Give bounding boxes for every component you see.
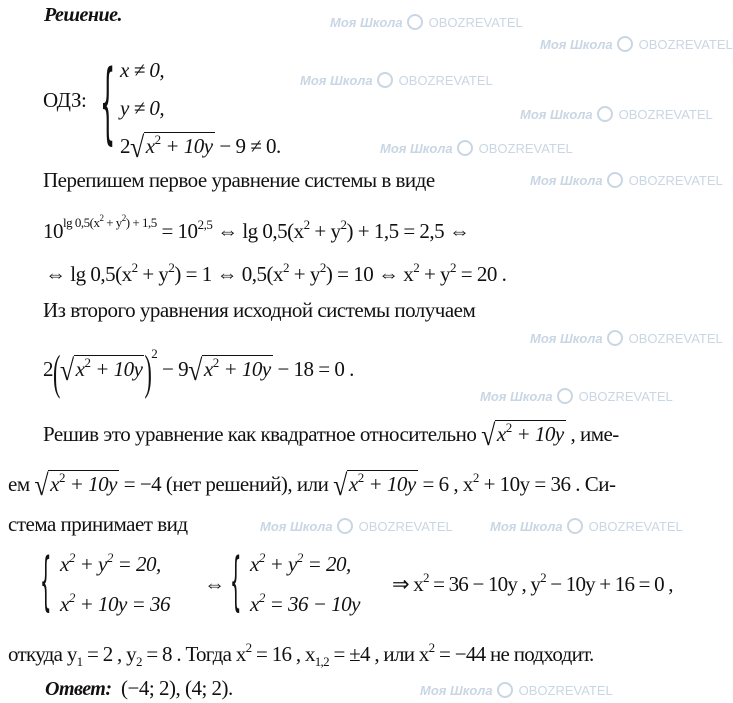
term: + 10y <box>218 357 271 381</box>
eq-part: ) = 10 ⇔ x <box>325 262 414 286</box>
term: + 10y <box>160 134 213 158</box>
eq-part: x <box>250 592 259 616</box>
answer-label: Ответ: <box>45 678 112 700</box>
var: x <box>145 134 155 158</box>
eq-part: 2 <box>121 213 126 223</box>
text: = −44 не подходит. <box>434 642 594 666</box>
eq-part: − 10y + 16 = 0 , <box>545 572 673 596</box>
sqrt: $√x^2 + 10y$ <box>34 468 117 503</box>
text: = −4 (нет решений), или <box>118 472 334 496</box>
system-brace: { <box>230 545 242 620</box>
eq-part: = 36 − 10y , y <box>428 572 541 596</box>
watermark: Моя Школа OBOZREVATEL <box>490 519 683 534</box>
system-right-eq2 <box>250 592 360 617</box>
text: = 2 , y <box>82 642 136 666</box>
text: = ±4 , или x <box>328 642 429 666</box>
sub: 1 <box>76 654 83 669</box>
answer-value: (−4; 2), (4; 2). <box>121 676 233 700</box>
equation-3 <box>43 344 354 400</box>
sqrt: $√x^2 + 10y$ <box>130 130 213 165</box>
exp: 2 <box>258 590 265 605</box>
eq-part: = 20, <box>302 552 351 576</box>
watermark: Моя Школа OBOZREVATEL <box>380 141 573 156</box>
eq-part: 2 <box>413 260 420 275</box>
eq-part: 2 <box>340 217 347 232</box>
watermark: Моя Школа OBOZREVATEL <box>300 73 493 88</box>
eq-part: + y <box>289 262 320 286</box>
eq-part: = 20, <box>112 552 161 576</box>
watermark: Моя Школа OBOZREVATEL <box>330 15 523 30</box>
eq-part: ⇔ lg 0,5(x <box>212 219 304 243</box>
var: x <box>50 472 59 496</box>
eq-part: ) = 1 ⇔ 0,5(x <box>174 262 284 286</box>
exp: 2 <box>58 470 65 485</box>
exp: 2 <box>428 640 435 655</box>
coef: 2 <box>120 134 130 158</box>
exp: 2 <box>505 420 512 435</box>
eq-part: + y <box>309 219 341 243</box>
paragraph-system-form: стема принимает вид <box>8 512 188 536</box>
paragraph-solving <box>43 420 619 451</box>
exp: 2 <box>296 550 303 565</box>
text: = 8 . Тогда x <box>141 642 246 666</box>
watermark: Моя Школа OBOZREVATEL <box>530 173 723 188</box>
odz-condition-root <box>120 132 281 163</box>
eq-part: − 9 <box>157 357 189 381</box>
eq-part: − 18 = 0 . <box>272 357 354 381</box>
paragraph-roots <box>8 470 616 501</box>
var: x <box>348 472 358 496</box>
eq-part: + 10y = 36 <box>74 592 170 616</box>
system-consequence <box>392 572 673 597</box>
eq-part: lg 0,5(x <box>63 215 100 230</box>
term: + 10y <box>511 422 564 446</box>
text: + 10y = 36 . Си- <box>478 472 616 496</box>
eq-part: + y <box>103 215 122 230</box>
eq-part: x <box>60 592 69 616</box>
eq-part: ⇒ x <box>392 572 423 596</box>
eq-part: 2 <box>43 357 53 381</box>
watermark: Моя Школа OBOZREVATEL <box>540 37 733 52</box>
sqrt: $√x^2 + 10y$ <box>481 418 564 453</box>
eq-part: 2,5 <box>197 217 213 232</box>
eq-part: + y <box>74 552 107 576</box>
odz-condition-x: x ≠ 0, <box>120 58 165 82</box>
watermark: Моя Школа OBOZREVATEL <box>420 683 613 698</box>
exp: 2 <box>258 550 265 565</box>
exp: 2 <box>212 355 219 370</box>
sqrt: $√x^2 + 10y$ <box>333 468 416 503</box>
exp: 2 <box>540 570 546 585</box>
eq-part: 2 <box>303 217 310 232</box>
text: = 6 , x <box>417 472 473 496</box>
equation-2 <box>45 262 506 287</box>
exp: 2 <box>154 132 161 147</box>
sub: 1,2 <box>314 654 329 669</box>
watermark: Моя Школа OBOZREVATEL <box>480 389 673 404</box>
eq-part: 2 <box>131 260 138 275</box>
exp: 2 <box>472 470 479 485</box>
eq-part: ) + 1,5 <box>125 215 157 230</box>
watermark: Моя Школа OBOZREVATEL <box>260 519 453 534</box>
system-left-eq2 <box>60 592 170 617</box>
eq-part: 2 <box>450 260 457 275</box>
eq-part: ) + 1,5 = 2,5 ⇔ <box>346 219 470 243</box>
eq-part: = 10 <box>156 219 198 243</box>
var: x <box>75 357 85 381</box>
eq-part: = 20 . <box>456 262 507 286</box>
answer <box>45 676 233 701</box>
text: = 16 , x <box>251 642 315 666</box>
exp: 2 <box>84 355 91 370</box>
exp: 2 <box>151 346 158 361</box>
exp: 2 <box>245 640 252 655</box>
system-brace: { <box>40 545 52 620</box>
watermark: Моя Школа OBOZREVATEL <box>530 331 723 346</box>
eq-part: x <box>250 552 259 576</box>
eq-part: + y <box>419 262 451 286</box>
eq-part: 10 <box>43 219 63 243</box>
equivalence-symbol: ⇔ <box>204 572 225 596</box>
var: x <box>203 357 213 381</box>
sqrt: $√x^2 + 10y$ <box>59 353 143 388</box>
text: , име- <box>565 422 619 446</box>
eq-part: 2 <box>99 213 104 223</box>
eq-part: 2 <box>283 260 290 275</box>
equation-1 <box>43 213 470 244</box>
tail: − 9 ≠ 0. <box>214 134 281 158</box>
sqrt: $√x^2 + 10y$ <box>188 353 271 388</box>
solution-heading: Решение. <box>44 4 123 26</box>
term: + 10y <box>363 472 416 496</box>
paren: ( <box>53 344 60 400</box>
text: ем <box>8 472 35 496</box>
eq-part: + y <box>264 552 297 576</box>
system-brace: { <box>100 53 116 155</box>
exp: 2 <box>106 550 113 565</box>
eq-part: + y <box>137 262 169 286</box>
term: + 10y <box>90 357 143 381</box>
text: Решив это уравнение как квадратное относительно <box>43 422 482 446</box>
paragraph-results <box>8 642 594 667</box>
system-left-eq1 <box>60 552 161 577</box>
eq-part: x <box>60 552 69 576</box>
text: откуда y <box>8 642 77 666</box>
paragraph-second-equation: Из второго уравнения исходной системы получаем <box>43 298 476 322</box>
exp: 2 <box>357 470 364 485</box>
exp: 2 <box>422 570 429 585</box>
eq-part: ⇔ lg 0,5(x <box>45 262 132 286</box>
exp: 2 <box>68 590 75 605</box>
exp: 2 <box>68 550 75 565</box>
var: x <box>496 422 506 446</box>
eq-part: 2 <box>168 260 175 275</box>
eq-part: 2 <box>319 260 326 275</box>
odz-label: ОДЗ: <box>43 88 87 112</box>
system-right-eq1 <box>250 552 351 577</box>
exponent <box>63 215 157 230</box>
term: + 10y <box>64 472 117 496</box>
eq-part: = 36 − 10y <box>264 592 360 616</box>
odz-condition-y: y ≠ 0, <box>120 96 165 120</box>
paragraph-rewrite: Перепишем первое уравнение системы в виде <box>43 168 435 192</box>
watermark: Моя Школа OBOZREVATEL <box>520 107 713 122</box>
paren: ) <box>144 344 152 400</box>
sub: 2 <box>135 654 142 669</box>
